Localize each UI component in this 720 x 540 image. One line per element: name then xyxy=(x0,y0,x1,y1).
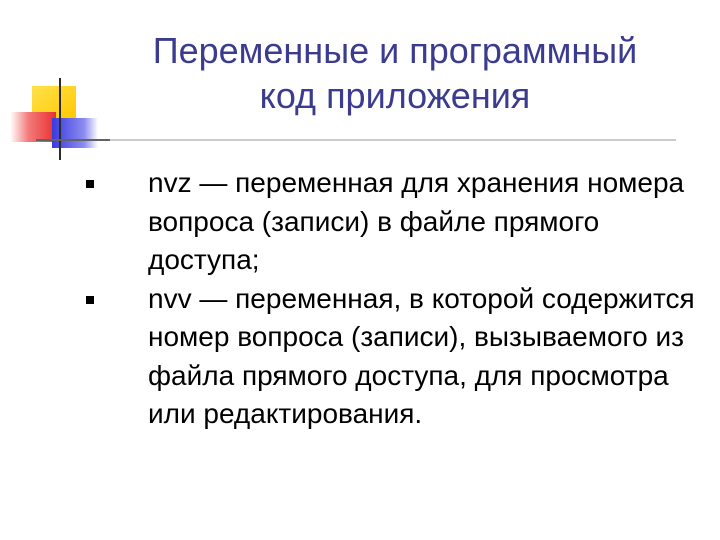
slide-title: Переменные и программный код приложения xyxy=(152,30,638,116)
bullet-text: nvz — переменная для хранения номера вопроса (записи) в файле прямого доступа; xyxy=(148,167,685,275)
decorative-squares-logo xyxy=(0,0,110,170)
list-item xyxy=(80,164,710,280)
bullet-list xyxy=(80,164,710,434)
deco-blue-square xyxy=(52,118,98,148)
square-bullet-icon xyxy=(86,180,94,188)
bullet-text: nvv — переменная, в которой содержится номер вопроса (записи), вызываемого из файла прямого доступа, для просмотра или редактирования. xyxy=(148,282,695,429)
deco-red-square xyxy=(10,112,56,142)
list-item xyxy=(80,280,710,434)
square-bullet-icon xyxy=(86,296,94,304)
title-underline xyxy=(36,139,676,142)
